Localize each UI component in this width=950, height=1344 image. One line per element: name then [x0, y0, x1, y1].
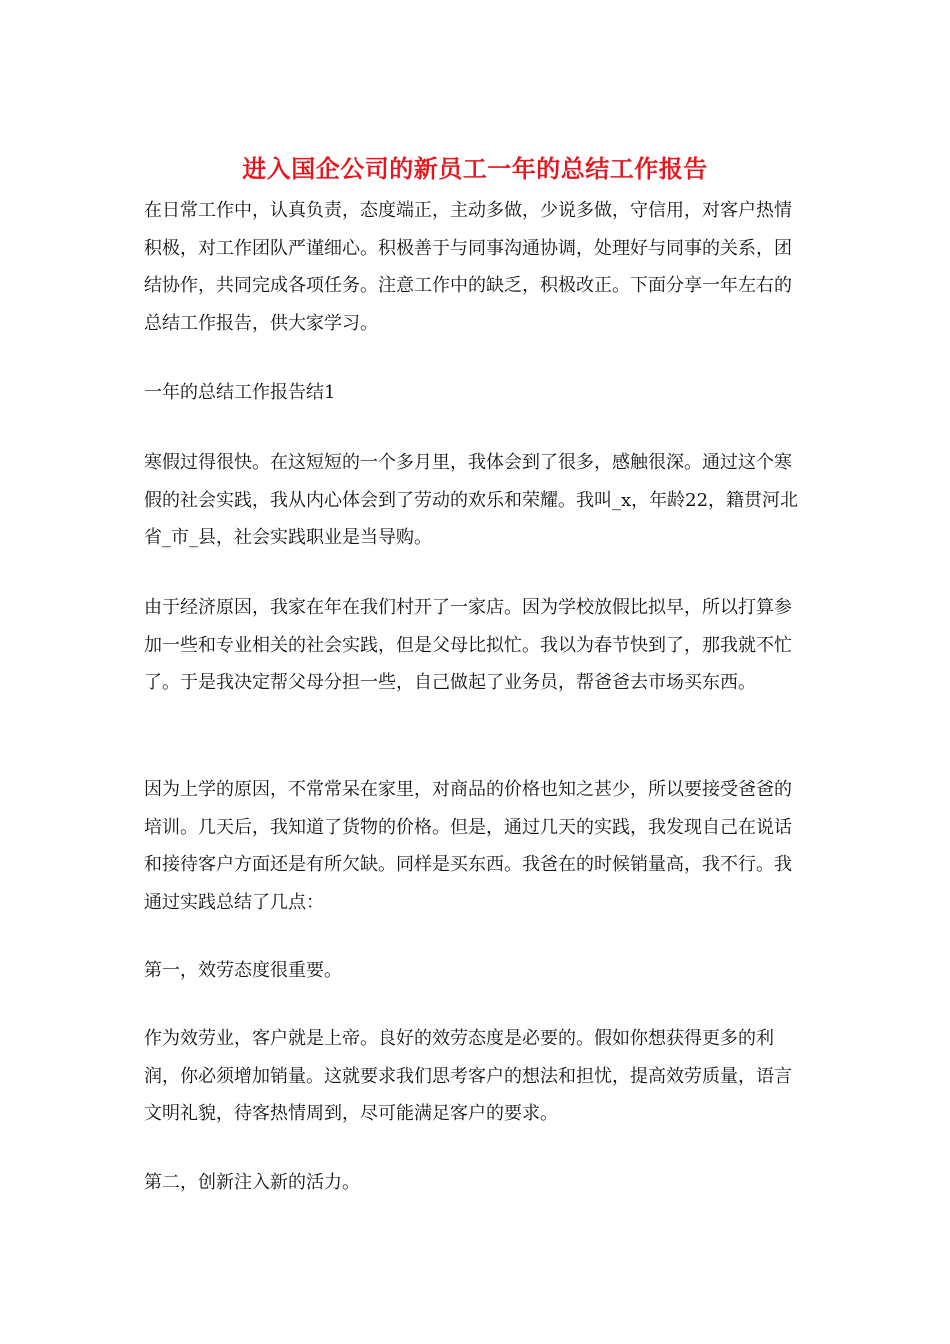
- point-one-heading: 第一，效劳态度很重要。: [144, 960, 342, 981]
- section-heading: 一年的总结工作报告结1: [144, 382, 336, 403]
- paragraph-winter-break: 寒假过得很快。在这短短的一个多月里，我体会到了很多，感触很深。通过这个寒假的社会实践，我从内心体会到了劳动的欢乐和荣耀。我叫_x，年龄22，籍贯河北省_市_县，社会实践职业是当导购。: [144, 452, 799, 548]
- document-title: 进入国企公司的新员工一年的总结工作报告: [242, 155, 708, 183]
- paragraph-intro: 在日常工作中，认真负责，态度端正，主动多做，少说多做，守信用，对客户热情积极，对工作团队严谨细心。积极善于与同事沟通协调，处理好与同事的关系，团结协作，共同完成各项任务。注意工作中的缺乏，积极改正。下面分享一年左右的总结工作报告，供大家学习。: [144, 200, 792, 334]
- paragraph-service: 作为效劳业，客户就是上帝。良好的效劳态度是必要的。假如你想获得更多的利润，你必须增加销量。这就要求我们思考客户的想法和担忧，提高效劳质量，语言文明礼貌，待客热情周到，尽可能满足客户的要求。: [144, 1028, 792, 1124]
- paragraph-training: 因为上学的原因，不常常呆在家里，对商品的价格也知之甚少，所以要接受爸爸的培训。几天后，我知道了货物的价格。但是，通过几天的实践，我发现自己在说话和接待客户方面还是有所欠缺。同样是买东西。我爸在的时候销量高，我不行。我通过实践总结了几点：: [144, 779, 792, 913]
- point-two-heading: 第二，创新注入新的活力。: [144, 1172, 360, 1193]
- paragraph-family-shop: 由于经济原因，我家在年在我们村开了一家店。因为学校放假比拟早，所以打算参加一些和专业相关的社会实践，但是父母比拟忙。我以为春节快到了，那我就不忙了。于是我决定帮父母分担一些，自己做起了业务员，帮爸爸去市场买东西。: [144, 597, 792, 693]
